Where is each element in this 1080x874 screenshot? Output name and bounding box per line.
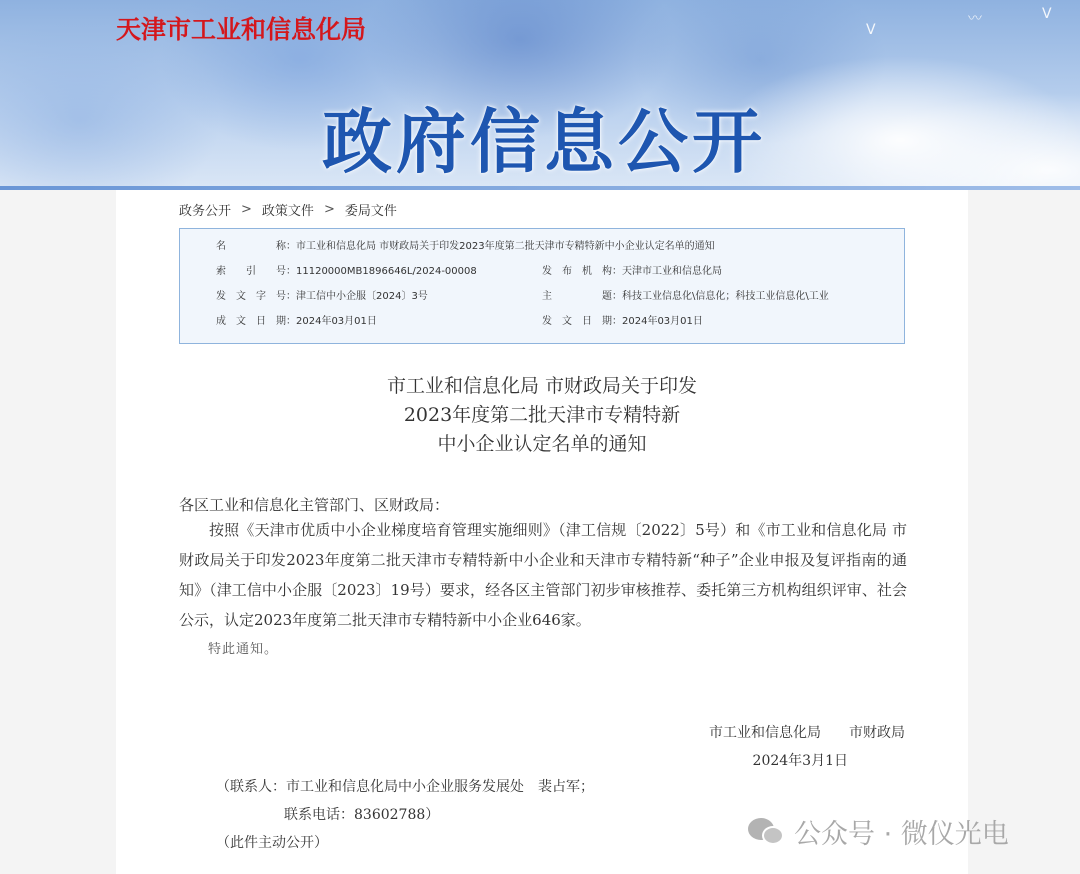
document-title	[116, 372, 968, 459]
contact-phone: 联系电话：83602788）	[284, 807, 440, 823]
content-page	[116, 190, 968, 874]
meta-value: 2024年03月01日	[622, 316, 703, 327]
bird-icon: ᐯ	[866, 22, 876, 38]
breadcrumb-item[interactable]: 政务公开	[179, 204, 232, 219]
document-title-line: 中小企业认定名单的通知	[437, 433, 647, 455]
meta-colon: ：	[286, 266, 296, 277]
bureau-name: 天津市工业和信息化局	[116, 15, 367, 44]
breadcrumb-item[interactable]: 委局文件	[344, 204, 397, 219]
breadcrumb-item[interactable]: 政策文件	[261, 204, 314, 219]
meta-value: 天津市工业和信息化局	[622, 266, 722, 277]
public-note: （此件主动公开）	[216, 835, 328, 851]
document-title-line: 市工业和信息化局 市财政局关于印发	[386, 375, 698, 397]
document-title-line: 2023年度第二批天津市专精特新	[403, 404, 681, 426]
meta-colon: ：	[286, 291, 296, 302]
wechat-icon	[748, 816, 786, 848]
meta-row-name	[180, 237, 904, 257]
meta-label: 发 布 机 构	[542, 266, 612, 277]
meta-row-dates	[180, 312, 904, 332]
watermark-text: 公众号 · 微仪光电	[794, 819, 1009, 850]
meta-row-index	[180, 262, 904, 282]
meta-colon: ：	[612, 316, 622, 327]
sign-date: 2024年3月1日	[752, 753, 848, 769]
banner-title: 政府信息公开	[322, 101, 766, 183]
breadcrumb-separator: >	[241, 202, 252, 217]
meta-row-docno	[180, 287, 904, 307]
closing-remark: 特此通知。	[208, 642, 279, 657]
meta-colon: ：	[612, 266, 622, 277]
meta-colon: ：	[612, 291, 622, 302]
meta-label: 名 称	[216, 241, 286, 252]
body-paragraph: 按照《天津市优质中小企业梯度培育管理实施细则》（津工信规〔2022〕5号）和《市工业和信息化局 市财政局关于印发2023年度第二批天津市专精特新中小企业和天津市专精特新“种子”企业申报及复评指南的通知》（津工信中小企服〔2023〕19号）要求，经各区主管部门初步审核推荐、委托第三方机构组织评审、社会公示，认定2023年度第二批天津市专精特新中小企业646家。	[179, 521, 907, 629]
signers: 市工业和信息化局 市财政局	[709, 725, 905, 741]
meta-label: 索 引 号	[216, 266, 286, 277]
watermark	[748, 812, 1009, 851]
meta-value: 津工信中小企服〔2024〕3号	[296, 291, 428, 302]
breadcrumb-separator: >	[323, 202, 335, 217]
bird-icon: ᐯ	[1042, 6, 1052, 22]
meta-label: 发 文 日 期	[542, 316, 612, 327]
breadcrumb	[179, 200, 397, 219]
meta-colon: ：	[286, 316, 296, 327]
meta-colon: ：	[286, 241, 296, 252]
header-banner	[0, 0, 1080, 190]
meta-value: 市工业和信息化局 市财政局关于印发2023年度第二批天津市专精特新中小企业认定名单的通知	[296, 241, 715, 252]
meta-label: 成 文 日 期	[216, 316, 286, 327]
meta-value: 11120000MB1896646L/2024-00008	[296, 266, 477, 277]
document-metadata-box	[179, 228, 905, 344]
bird-icon: 〰	[968, 11, 982, 27]
salutation: 各区工业和信息化主管部门、区财政局：	[179, 496, 450, 514]
meta-label: 主 题	[542, 291, 612, 302]
contact-person: （联系人：市工业和信息化局中小企业服务发展处 裴占军；	[216, 779, 594, 795]
meta-value: 科技工业信息化\信息化；科技工业信息化\工业	[622, 291, 829, 302]
meta-value: 2024年03月01日	[296, 316, 377, 327]
meta-label: 发 文 字 号	[216, 291, 286, 302]
